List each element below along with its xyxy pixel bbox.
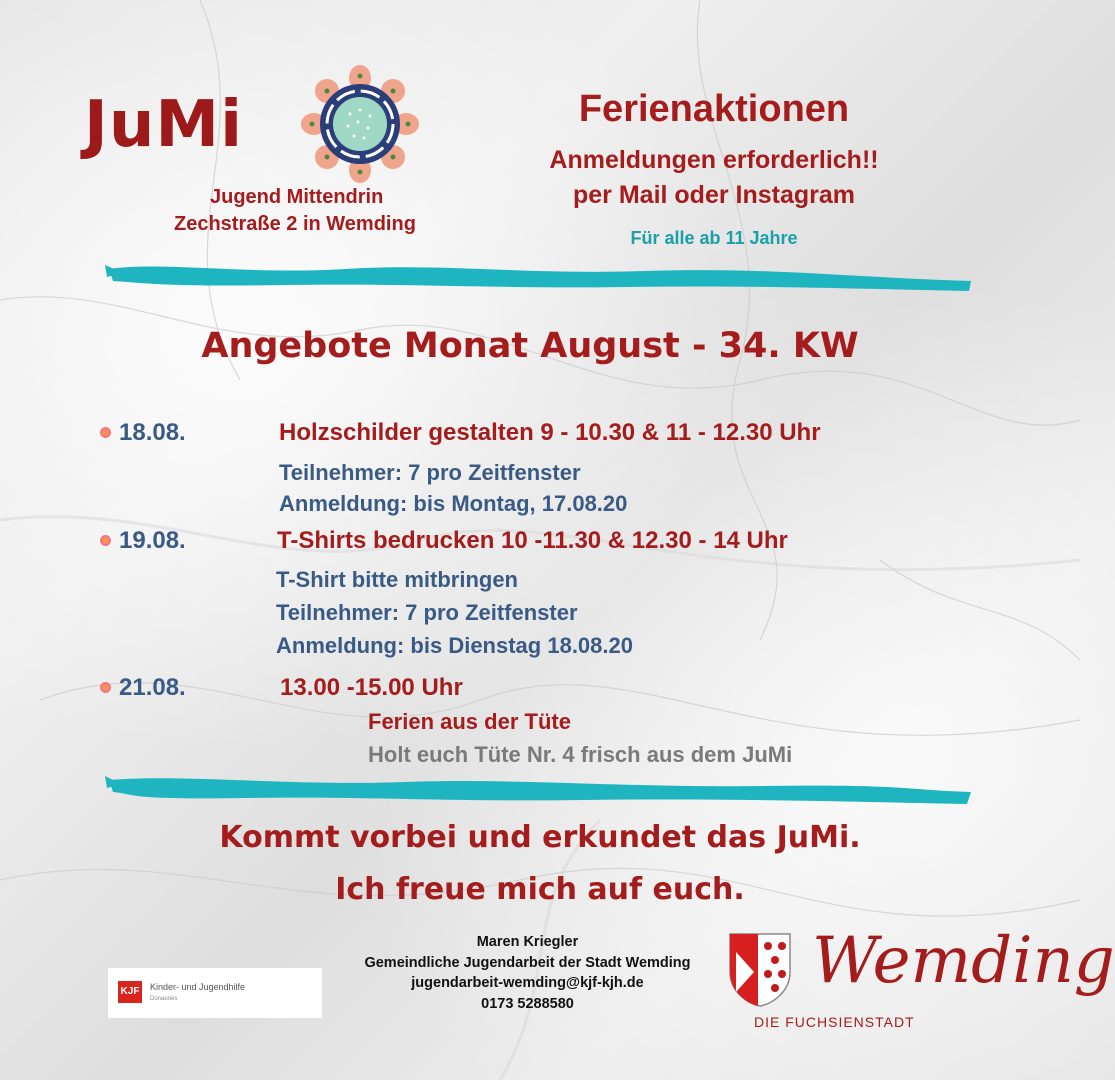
event-date: 21.08. bbox=[119, 674, 186, 701]
footer-line-1: Kommt vorbei und erkundet das JuMi. bbox=[219, 820, 861, 855]
header-line-1: Anmeldungen erforderlich!! bbox=[549, 146, 879, 174]
bullet-icon bbox=[100, 535, 111, 546]
kjf-logo bbox=[108, 968, 322, 1018]
contact-name: Maren Kriegler bbox=[476, 934, 579, 950]
header-title: Ferienaktionen bbox=[578, 88, 850, 130]
event-detail: Teilnehmer: 7 pro Zeitfenster bbox=[276, 600, 578, 625]
wemding-logo-text: Wemding bbox=[812, 924, 1115, 998]
event-detail: Ferien aus der Tüte bbox=[368, 709, 571, 734]
contact-block bbox=[330, 932, 725, 1014]
wemding-crest-icon bbox=[728, 932, 792, 1008]
bullet-icon bbox=[100, 682, 111, 693]
header-line-3: Für alle ab 11 Jahre bbox=[630, 228, 798, 248]
bullet-icon bbox=[100, 427, 111, 438]
event-title: Holzschilder gestalten 9 - 10.30 & 11 - 12.30 Uhr bbox=[279, 419, 821, 446]
kjf-logo-text: Kinder- und Jugendhilfe bbox=[150, 982, 246, 992]
event-detail: Teilnehmer: 7 pro Zeitfenster bbox=[279, 460, 581, 485]
jumi-logo-text: JuMi bbox=[84, 88, 243, 162]
section-title: Angebote Monat August - 34. KW bbox=[201, 326, 859, 366]
event-title: T-Shirts bedrucken 10 -11.30 & 12.30 - 14 Uhr bbox=[277, 527, 788, 554]
event-detail: Anmeldung: bis Dienstag 18.08.20 bbox=[276, 633, 633, 658]
wemding-tagline: DIE FUCHSIENSTADT bbox=[754, 1014, 915, 1030]
contact-email: jugendarbeit-wemding@kjf-kjh.de bbox=[411, 975, 644, 991]
contact-phone: 0173 5288580 bbox=[481, 995, 574, 1012]
logo-subtitle-2: Zechstraße 2 in Wemding bbox=[174, 213, 416, 235]
event-detail: Holt euch Tüte Nr. 4 frisch aus dem JuMi bbox=[368, 742, 793, 767]
brush-stroke-divider-bottom bbox=[105, 768, 975, 814]
logo-subtitle-1: Jugend Mittendrin bbox=[210, 186, 384, 208]
footer-line-2: Ich freue mich auf euch. bbox=[335, 872, 745, 907]
contact-org: Gemeindliche Jugendarbeit der Stadt Wemding bbox=[364, 954, 691, 971]
kjf-mark: KJF bbox=[118, 981, 142, 1003]
kjf-logo-subtext: Donauries bbox=[150, 996, 178, 1002]
flower-icon bbox=[300, 64, 420, 184]
event-detail: T-Shirt bitte mitbringen bbox=[276, 567, 518, 592]
event-date: 18.08. bbox=[119, 419, 186, 446]
brush-stroke-divider-top bbox=[105, 255, 975, 301]
header-line-2: per Mail oder Instagram bbox=[572, 181, 856, 209]
event-detail: Anmeldung: bis Montag, 17.08.20 bbox=[279, 491, 628, 516]
event-title: 13.00 -15.00 Uhr bbox=[280, 674, 463, 701]
event-date: 19.08. bbox=[119, 527, 186, 554]
